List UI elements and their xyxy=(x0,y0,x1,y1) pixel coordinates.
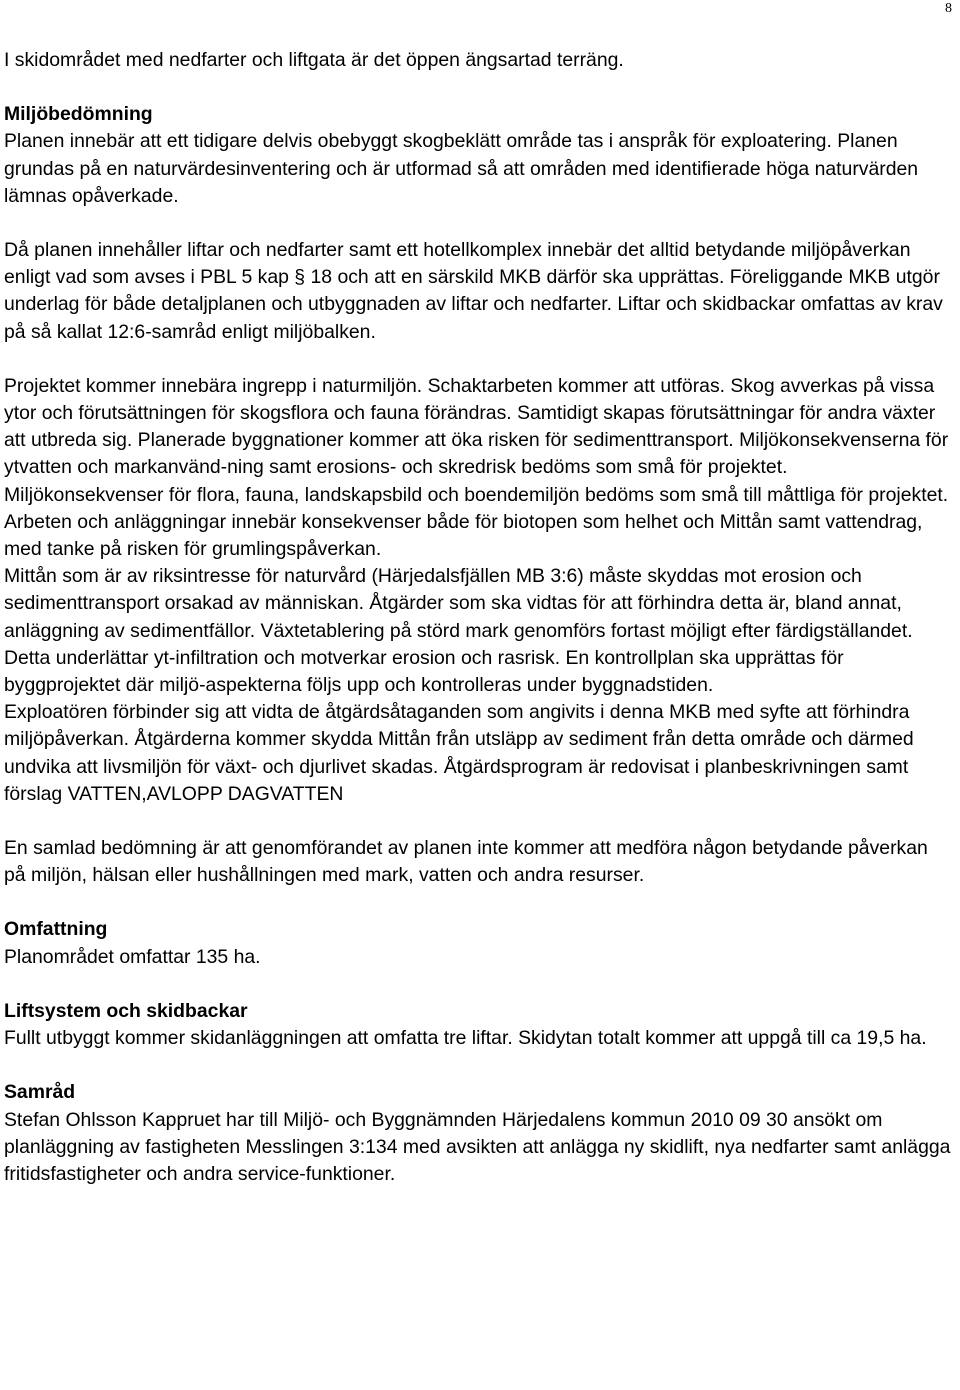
liftsystem-text: Fullt utbyggt kommer skidanläggningen att omfatta tre liftar. Skidytan totalt kommer att uppgå till ca 19,5 ha. xyxy=(4,1027,927,1050)
miljo-paragraph-6: Mittån som är av riksintresse för naturvård (Härjedalsfjällen MB 3:6) måste skyddas mot erosion och sedimenttransport orsakad av människan. Åtgärder som ska vidtas för att förhindra detta är, bland annat, anläggning av sedimentfällor. Växtetablering på störd mark genomförs fortast möjligt efter färdigställandet. Detta underlättar yt-infiltration och motverkar erosion och rasrisk. En kontrollplan ska upprättas för byggprojektet där miljö-aspekterna följs upp och kontrolleras under byggnadstiden. xyxy=(4,565,913,697)
spacer xyxy=(4,889,954,916)
miljo-paragraph-4: Miljökonsekvenser för flora, fauna, landskapsbild och boendemiljön bedöms som små till måttliga för projektet. xyxy=(4,483,949,506)
section-sign: § xyxy=(294,266,306,289)
miljo-paragraph-2-after: 18 och att en särskild MKB därför ska upprättas. Föreliggande MKB utgör underlag för både detaljplanen och utbyggnaden av liftar och nedfarter. Liftar och skidbackar omfattas av krav på så kallat 12:6-samråd enligt miljöbalken. xyxy=(4,266,943,343)
heading-liftsystem: Liftsystem och skidbackar xyxy=(4,999,248,1022)
spacer xyxy=(4,346,954,373)
spacer xyxy=(4,74,954,101)
spacer xyxy=(4,808,954,835)
miljo-paragraph-1: Planen innebär att ett tidigare delvis obebyggt skogbeklätt område tas i anspråk för exploatering. Planen grundas på en naturvärdesinventering och är utformad så att områden med identifierade höga naturvärden lämnas opåverkade. xyxy=(4,130,919,207)
miljo-paragraph-2-before: Då planen innehåller liftar och nedfarter samt ett hotellkomplex innebär det alltid betydande miljöpåverkan enligt vad som avses i PBL 5 kap xyxy=(4,239,911,289)
miljo-paragraph-7: Exploatören förbinder sig att vidta de åtgärdsåtaganden som angivits i denna MKB med syfte att förhindra miljöpåverkan. Åtgärderna kommer skydda Mittån från utsläpp av sediment från detta område och därmed undvika att livsmiljön för växt- och djurlivet skadas. Åtgärdsprogram är redovisat i planbeskrivningen samt förslag VATTEN,AVLOPP DAGVATTEN xyxy=(4,701,914,805)
omfattning-text: Planområdet omfattar 135 ha. xyxy=(4,945,261,968)
heading-omfattning: Omfattning xyxy=(4,918,108,941)
spacer xyxy=(4,1052,954,1079)
miljo-paragraph-3: Projektet kommer innebära ingrepp i naturmiljön. Schaktarbeten kommer att utföras. Skog avverkas på vissa ytor och förutsättningen för skogsflora och fauna förändras. Samtidigt skapas förutsättningar för andra växter att utbreda sig. Planerade byggnationer kommer att öka risken för sedimenttransport. Miljökonsekvenserna för ytvatten och markanvänd-ning samt erosions- och skredrisk bedöms som små för projektet. xyxy=(4,374,949,479)
heading-miljobedomning: Miljöbedömning xyxy=(4,103,153,126)
miljo-paragraph-5: Arbeten och anläggningar innebär konsekvenser både för biotopen som helhet och Mittån samt vattendrag, med tanke på risken för grumlingspåverkan. xyxy=(4,510,923,561)
intro-paragraph: I skidområdet med nedfarter och liftgata är det öppen ängsartad terräng. xyxy=(4,49,624,71)
samrad-text: Stefan Ohlsson Kappruet har till Miljö- och Byggnämnden Härjedalens kommun 2010 09 30 ansökt om planläggning av fastigheten Messlingen 3:134 med avsikten att anlägga ny skidlift, nya nedfarter samt anlägga fritidsfastigheter och andra service-funktioner. xyxy=(4,1108,951,1185)
spacer xyxy=(4,210,954,237)
document-page xyxy=(4,47,954,1188)
miljo-paragraph-2 xyxy=(4,237,954,346)
page-number: 8 xyxy=(945,1,952,16)
miljo-paragraph-8: En samlad bedömning är att genomförandet av planen inte kommer att medföra någon betydande påverkan på miljön, hälsan eller hushållningen med mark, vatten och andra resurser. xyxy=(4,837,928,887)
spacer xyxy=(4,971,954,998)
heading-samrad: Samråd xyxy=(4,1081,76,1104)
